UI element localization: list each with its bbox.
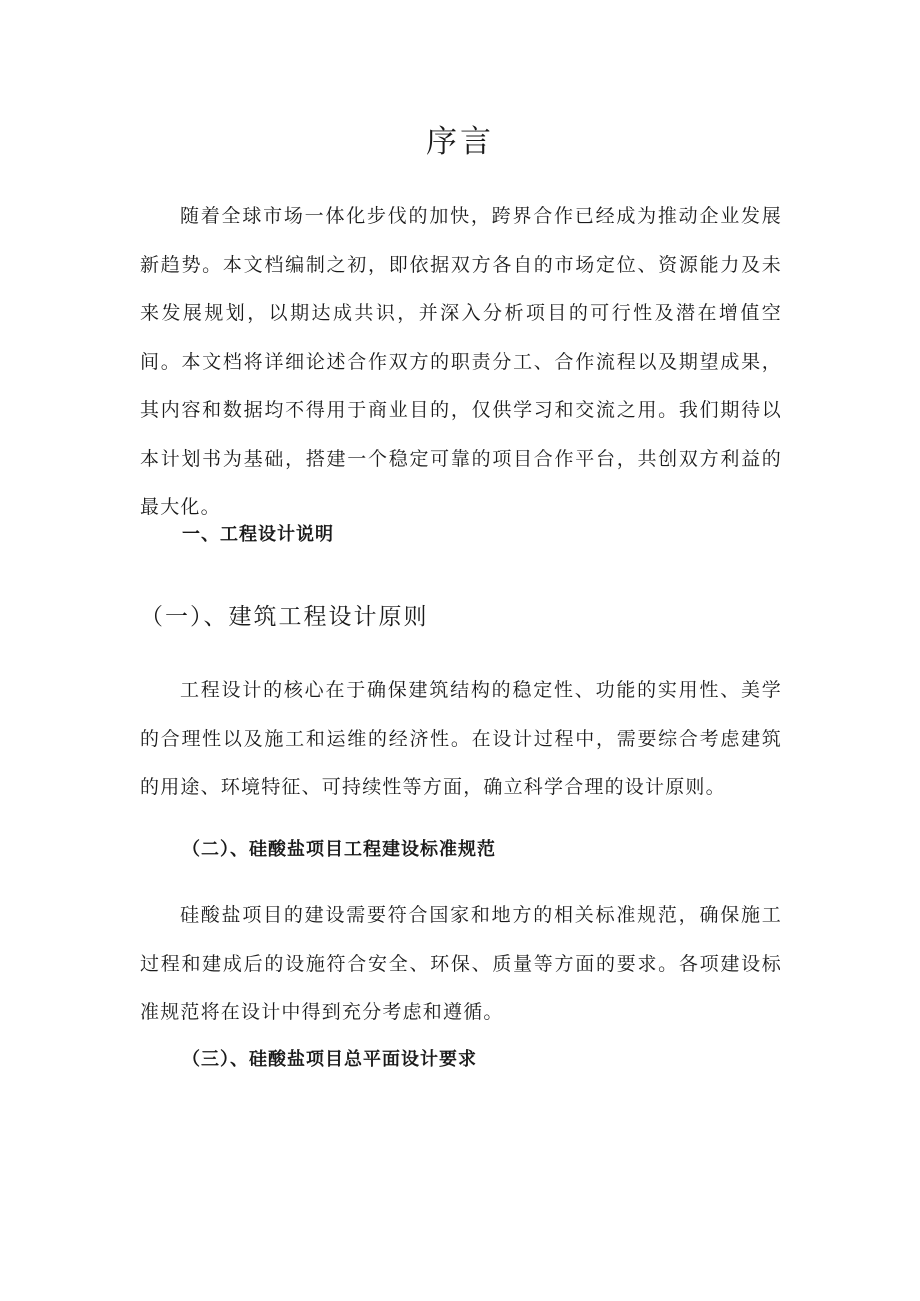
document-title: 序言 bbox=[426, 124, 494, 160]
standards-paragraph: 硅酸盐项目的建设需要符合国家和地方的相关标准规范，确保施工过程和建成后的设施符合安全、环保、质量等方面的要求。各项建设标准规范将在设计中得到充分考虑和遵循。 bbox=[140, 904, 782, 1023]
preface-paragraph: 随着全球市场一体化步伐的加快，跨界合作已经成为推动企业发展新趋势。本文档编制之初，即依据双方各自的市场定位、资源能力及未来发展规划，以期达成共识，并深入分析项目的可行性及潜在增值空间。本文档将详细论述合作双方的职责分工、合作流程以及期望成果，其内容和数据均不得用于商业目的，仅供学习和交流之用。我们期待以本计划书为基础，搭建一个稳定可靠的项目合作平台，共创双方利益的最大化。 bbox=[140, 205, 782, 518]
subsection-heading-standards: （二）、硅酸盐项目工程建设标准规范 bbox=[182, 839, 496, 860]
subsection-heading-site-plan: （三）、硅酸盐项目总平面设计要求 bbox=[182, 1049, 477, 1070]
design-principles-paragraph: 工程设计的核心在于确保建筑结构的稳定性、功能的实用性、美学的合理性以及施工和运维的经济性。在设计过程中，需要综合考虑建筑的用途、环境特征、可持续性等方面，确立科学合理的设计原则。 bbox=[140, 679, 782, 798]
subsection-heading-design-principles: （一）、建筑工程设计原则 bbox=[140, 604, 429, 630]
section-heading-engineering-design: 一、工程设计说明 bbox=[182, 524, 334, 545]
